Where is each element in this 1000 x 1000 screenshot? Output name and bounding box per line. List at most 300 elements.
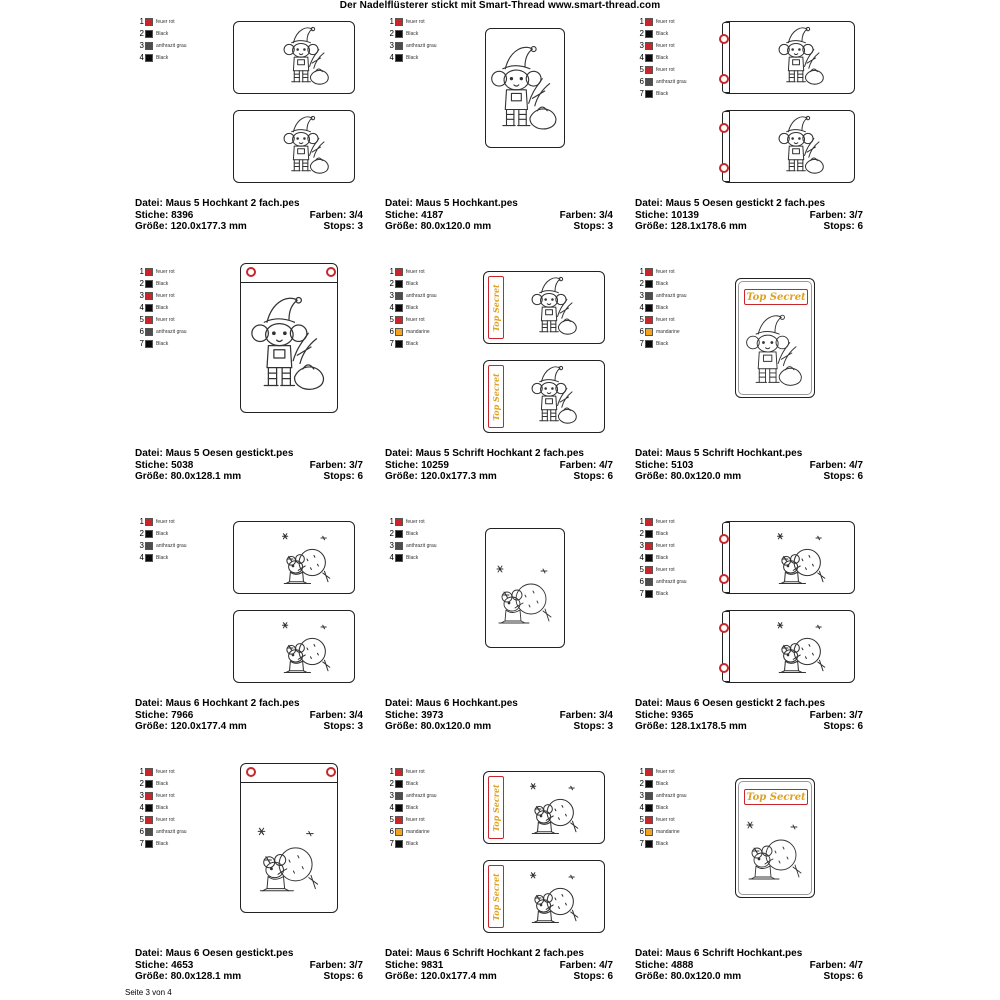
- legend-color-name: anthrazit grau: [656, 293, 687, 299]
- color-swatch: [645, 530, 653, 538]
- landscape-card: [483, 271, 605, 344]
- colors: [560, 960, 613, 972]
- color-legend: [135, 266, 187, 350]
- color-swatch: [145, 30, 153, 38]
- legend-row: [385, 790, 437, 802]
- legend-row: [635, 314, 687, 326]
- legend-row: [635, 790, 687, 802]
- legend-row: [385, 552, 437, 564]
- legend-number: 4: [139, 53, 144, 62]
- color-swatch: [395, 328, 403, 336]
- legend-row: [385, 40, 437, 52]
- stitches-value: 9831: [421, 959, 444, 971]
- legend-number: 7: [389, 339, 394, 348]
- eyelet-icon: [719, 123, 729, 133]
- eyelet-icon: [719, 534, 729, 544]
- info-row-file: [635, 448, 863, 460]
- color-swatch: [395, 840, 403, 848]
- color-swatch: [145, 280, 153, 288]
- info-row-size: [635, 721, 863, 733]
- design-cell: [375, 13, 625, 243]
- file-caption: Datei:: [385, 448, 413, 459]
- legend-row: [135, 540, 187, 552]
- legend-number: 2: [139, 529, 144, 538]
- legend-number: 7: [389, 839, 394, 848]
- top-secret-text: Top Secret: [746, 291, 806, 303]
- color-swatch: [145, 328, 153, 336]
- color-swatch: [145, 542, 153, 550]
- colors: [810, 460, 863, 472]
- portrait-card: [485, 528, 565, 648]
- legend-row: [385, 826, 437, 838]
- page-footer: Seite 3 von 4: [125, 988, 172, 997]
- design-cell: [625, 13, 875, 243]
- top-secret-text: Top Secret: [491, 783, 501, 832]
- legend-color-name: feuer rot: [656, 19, 675, 25]
- file-label: [135, 948, 293, 960]
- legend-number: 1: [389, 267, 394, 276]
- top-secret-text: Top Secret: [491, 372, 501, 421]
- legend-color-name: Black: [156, 805, 169, 811]
- stops-caption: Stops:: [573, 971, 605, 982]
- info-row-stitches: [385, 460, 613, 472]
- color-swatch: [395, 780, 403, 788]
- top-secret-label: [488, 776, 504, 839]
- legend-row: [135, 826, 187, 838]
- design-cell: [625, 263, 875, 493]
- legend-color-name: Black: [156, 341, 169, 347]
- color-swatch: [645, 18, 653, 26]
- size-caption: Größe:: [635, 971, 668, 982]
- colors-caption: Farben:: [559, 959, 597, 971]
- legend-color-name: feuer rot: [656, 67, 675, 73]
- legend-number: 6: [389, 827, 394, 836]
- color-swatch: [395, 280, 403, 288]
- legend-number: 3: [139, 41, 144, 50]
- landscape-card: [722, 110, 855, 183]
- design-info: [635, 948, 863, 983]
- size-value: 120.0x177.4 mm: [420, 971, 497, 982]
- file-name: Maus 6 Oesen gestickt 2 fach.pes: [665, 698, 826, 709]
- design-info: [635, 698, 863, 733]
- design-cell: [625, 763, 875, 993]
- legend-row: [135, 266, 187, 278]
- legend-color-name: Black: [656, 341, 669, 347]
- legend-row: [385, 516, 437, 528]
- size: [385, 971, 497, 983]
- info-row-file: [385, 698, 613, 710]
- legend-row: [135, 802, 187, 814]
- color-swatch: [395, 542, 403, 550]
- legend-number: 2: [389, 279, 394, 288]
- legend-number: 7: [639, 589, 644, 598]
- legend-number: 3: [389, 791, 394, 800]
- legend-color-name: mandarine: [406, 329, 430, 335]
- stops: [824, 221, 863, 233]
- legend-row: [385, 16, 437, 28]
- color-swatch: [645, 90, 653, 98]
- legend-color-name: Black: [406, 31, 419, 37]
- legend-number: 3: [639, 291, 644, 300]
- color-legend: [135, 766, 187, 850]
- legend-number: 6: [139, 827, 144, 836]
- design-info: [385, 198, 613, 233]
- legend-number: 2: [389, 529, 394, 538]
- colors: [810, 710, 863, 722]
- stops-value: 6: [857, 221, 863, 232]
- info-row-stitches: [635, 210, 863, 222]
- info-row-size: [385, 971, 613, 983]
- file-caption: Datei:: [135, 198, 163, 209]
- size-caption: Größe:: [385, 721, 418, 732]
- file-caption: Datei:: [635, 448, 663, 459]
- legend-number: 2: [639, 279, 644, 288]
- legend-number: 3: [139, 791, 144, 800]
- size-value: 128.1x178.5 mm: [670, 721, 747, 732]
- top-secret-label: [744, 289, 808, 305]
- top-secret-text: Top Secret: [491, 283, 501, 332]
- design-info: [135, 948, 363, 983]
- design-info: [135, 698, 363, 733]
- legend-number: 7: [639, 339, 644, 348]
- legend-number: 1: [389, 17, 394, 26]
- legend-number: 2: [389, 779, 394, 788]
- legend-color-name: Black: [406, 805, 419, 811]
- color-swatch: [145, 316, 153, 324]
- design-info: [135, 198, 363, 233]
- legend-row: [385, 290, 437, 302]
- legend-color-name: Black: [656, 781, 669, 787]
- color-swatch: [645, 590, 653, 598]
- info-row-size: [385, 471, 613, 483]
- eyelet-icon: [246, 267, 256, 277]
- color-swatch: [645, 816, 653, 824]
- info-row-file: [385, 948, 613, 960]
- size-caption: Größe:: [385, 471, 418, 482]
- stops-value: 6: [607, 471, 613, 482]
- legend-color-name: feuer rot: [156, 793, 175, 799]
- size-value: 80.0x128.1 mm: [170, 971, 242, 982]
- legend-color-name: anthrazit grau: [156, 43, 187, 49]
- legend-color-name: feuer rot: [156, 817, 175, 823]
- legend-row: [635, 552, 687, 564]
- stops-caption: Stops:: [573, 471, 605, 482]
- legend-color-name: anthrazit grau: [656, 79, 687, 85]
- stops-value: 3: [607, 221, 613, 232]
- legend-color-name: feuer rot: [156, 293, 175, 299]
- legend-row: [635, 76, 687, 88]
- legend-color-name: feuer rot: [656, 817, 675, 823]
- stops-value: 6: [607, 971, 613, 982]
- color-swatch: [645, 78, 653, 86]
- info-row-size: [135, 721, 363, 733]
- color-swatch: [645, 268, 653, 276]
- colors: [810, 210, 863, 222]
- stops-value: 6: [857, 721, 863, 732]
- color-swatch: [145, 304, 153, 312]
- info-row-stitches: [385, 960, 613, 972]
- size-caption: Größe:: [135, 971, 168, 982]
- color-swatch: [645, 554, 653, 562]
- stops-value: 3: [357, 221, 363, 232]
- info-row-stitches: [635, 710, 863, 722]
- design-cell: [625, 513, 875, 743]
- legend-row: [135, 290, 187, 302]
- color-legend: [135, 16, 187, 64]
- colors: [310, 960, 363, 972]
- stitches-caption: Stiche:: [635, 209, 669, 221]
- legend-number: 7: [139, 839, 144, 848]
- legend-color-name: anthrazit grau: [156, 829, 187, 835]
- legend-row: [135, 814, 187, 826]
- colors-caption: Farben:: [309, 459, 347, 471]
- file-label: [635, 948, 802, 960]
- eyelet-icon: [719, 574, 729, 584]
- color-swatch: [145, 518, 153, 526]
- color-legend: [385, 16, 437, 64]
- legend-color-name: Black: [656, 805, 669, 811]
- legend-color-name: Black: [406, 555, 419, 561]
- color-swatch: [645, 66, 653, 74]
- legend-row: [635, 766, 687, 778]
- legend-row: [135, 790, 187, 802]
- color-swatch: [645, 780, 653, 788]
- info-row-file: [635, 948, 863, 960]
- colors-caption: Farben:: [809, 959, 847, 971]
- file-label: [635, 198, 825, 210]
- stops: [324, 721, 363, 733]
- stitches: [385, 960, 443, 972]
- size-caption: Größe:: [385, 221, 418, 232]
- colors-value: 3/7: [849, 709, 863, 721]
- color-swatch: [145, 554, 153, 562]
- stitches-value: 10139: [671, 209, 699, 221]
- stops-value: 6: [857, 971, 863, 982]
- eyelet-icon: [719, 163, 729, 173]
- size-value: 120.0x177.4 mm: [170, 721, 247, 732]
- legend-color-name: Black: [656, 281, 669, 287]
- legend-row: [385, 302, 437, 314]
- info-row-size: [635, 971, 863, 983]
- stitches-caption: Stiche:: [385, 959, 419, 971]
- file-name: Maus 5 Oesen gestickt 2 fach.pes: [665, 198, 826, 209]
- legend-number: 3: [139, 541, 144, 550]
- legend-number: 5: [139, 815, 144, 824]
- color-swatch: [145, 816, 153, 824]
- size: [385, 721, 491, 733]
- color-swatch: [395, 816, 403, 824]
- colors-value: 4/7: [599, 459, 613, 471]
- legend-color-name: feuer rot: [156, 19, 175, 25]
- color-swatch: [645, 828, 653, 836]
- color-swatch: [395, 30, 403, 38]
- legend-number: 1: [639, 267, 644, 276]
- file-name: Maus 6 Schrift Hochkant 2 fach.pes: [415, 948, 584, 959]
- legend-number: 5: [389, 315, 394, 324]
- legend-row: [385, 52, 437, 64]
- legend-row: [635, 778, 687, 790]
- legend-row: [635, 516, 687, 528]
- legend-row: [385, 540, 437, 552]
- colors-value: 4/7: [849, 459, 863, 471]
- info-row-stitches: [385, 710, 613, 722]
- stops: [574, 721, 613, 733]
- legend-row: [385, 528, 437, 540]
- legend-number: 2: [389, 29, 394, 38]
- eyelet-icon: [719, 663, 729, 673]
- legend-row: [635, 88, 687, 100]
- legend-row: [385, 338, 437, 350]
- stops-caption: Stops:: [323, 471, 355, 482]
- color-swatch: [645, 518, 653, 526]
- legend-number: 1: [639, 517, 644, 526]
- stitches-caption: Stiche:: [385, 709, 419, 721]
- info-row-stitches: [135, 210, 363, 222]
- info-row-size: [135, 221, 363, 233]
- legend-number: 2: [639, 529, 644, 538]
- color-swatch: [145, 840, 153, 848]
- size-value: 80.0x120.0 mm: [670, 971, 742, 982]
- colors-value: 3/4: [599, 209, 613, 221]
- file-label: [135, 448, 293, 460]
- color-swatch: [645, 54, 653, 62]
- design-cell: [375, 513, 625, 743]
- colors: [560, 210, 613, 222]
- top-secret-label: [488, 276, 504, 339]
- legend-number: 5: [639, 815, 644, 824]
- legend-row: [635, 826, 687, 838]
- stops-caption: Stops:: [823, 971, 855, 982]
- legend-number: 6: [389, 327, 394, 336]
- legend-row: [385, 802, 437, 814]
- legend-number: 3: [389, 291, 394, 300]
- legend-row: [635, 40, 687, 52]
- legend-color-name: Black: [406, 531, 419, 537]
- legend-color-name: feuer rot: [406, 769, 425, 775]
- landscape-card: [722, 610, 855, 683]
- legend-row: [385, 778, 437, 790]
- stitches: [635, 710, 693, 722]
- tab-fold-line: [241, 782, 337, 783]
- stops-value: 6: [357, 471, 363, 482]
- color-swatch: [395, 518, 403, 526]
- legend-number: 1: [639, 17, 644, 26]
- info-row-file: [385, 198, 613, 210]
- stops-value: 3: [357, 721, 363, 732]
- color-swatch: [145, 18, 153, 26]
- color-swatch: [145, 42, 153, 50]
- colors: [310, 710, 363, 722]
- legend-number: 7: [139, 339, 144, 348]
- stops-value: 6: [357, 971, 363, 982]
- colors-value: 3/4: [349, 209, 363, 221]
- info-row-file: [635, 698, 863, 710]
- info-row-stitches: [385, 210, 613, 222]
- legend-color-name: feuer rot: [656, 519, 675, 525]
- legend-row: [135, 778, 187, 790]
- color-swatch: [395, 804, 403, 812]
- file-name: Maus 6 Oesen gestickt.pes: [165, 948, 294, 959]
- stitches: [635, 460, 693, 472]
- file-caption: Datei:: [635, 948, 663, 959]
- design-info: [385, 948, 613, 983]
- color-swatch: [145, 340, 153, 348]
- colors-caption: Farben:: [309, 959, 347, 971]
- design-cell: [125, 763, 375, 993]
- size-caption: Größe:: [635, 721, 668, 732]
- legend-color-name: anthrazit grau: [406, 543, 437, 549]
- stitches-value: 7966: [171, 709, 194, 721]
- legend-color-name: feuer rot: [656, 567, 675, 573]
- legend-row: [385, 266, 437, 278]
- color-swatch: [395, 316, 403, 324]
- legend-color-name: anthrazit grau: [656, 793, 687, 799]
- stitches: [635, 960, 693, 972]
- legend-row: [385, 28, 437, 40]
- legend-row: [135, 516, 187, 528]
- size-value: 120.0x177.3 mm: [420, 471, 497, 482]
- legend-number: 4: [639, 553, 644, 562]
- legend-color-name: feuer rot: [406, 269, 425, 275]
- colors-caption: Farben:: [559, 209, 597, 221]
- colors-value: 3/7: [349, 459, 363, 471]
- stitches: [135, 460, 193, 472]
- legend-number: 5: [639, 315, 644, 324]
- colors-value: 3/4: [599, 709, 613, 721]
- portrait-card: [485, 28, 565, 148]
- size: [635, 971, 741, 983]
- info-row-size: [635, 221, 863, 233]
- legend-number: 1: [139, 267, 144, 276]
- legend-row: [135, 766, 187, 778]
- colors: [560, 710, 613, 722]
- stops-caption: Stops:: [823, 721, 855, 732]
- info-row-file: [135, 698, 363, 710]
- legend-color-name: anthrazit grau: [406, 43, 437, 49]
- info-row-size: [135, 971, 363, 983]
- color-swatch: [145, 268, 153, 276]
- color-legend: [135, 516, 187, 564]
- top-secret-text: Top Secret: [491, 872, 501, 921]
- size: [135, 471, 241, 483]
- file-caption: Datei:: [135, 698, 163, 709]
- legend-color-name: Black: [656, 305, 669, 311]
- size-value: 80.0x120.0 mm: [420, 721, 492, 732]
- file-caption: Datei:: [635, 698, 663, 709]
- landscape-card: [483, 860, 605, 933]
- colors-value: 4/7: [599, 959, 613, 971]
- file-name: Maus 5 Hochkant 2 fach.pes: [165, 198, 300, 209]
- legend-number: 6: [639, 577, 644, 586]
- stops: [574, 471, 613, 483]
- info-row-stitches: [135, 460, 363, 472]
- color-swatch: [395, 340, 403, 348]
- size-value: 80.0x128.1 mm: [170, 471, 242, 482]
- stops-caption: Stops:: [573, 721, 605, 732]
- file-caption: Datei:: [135, 948, 163, 959]
- legend-number: 4: [639, 803, 644, 812]
- legend-number: 4: [139, 553, 144, 562]
- legend-row: [635, 588, 687, 600]
- stops-caption: Stops:: [823, 471, 855, 482]
- size: [635, 721, 747, 733]
- legend-number: 1: [389, 767, 394, 776]
- stitches-caption: Stiche:: [385, 209, 419, 221]
- legend-color-name: mandarine: [656, 329, 680, 335]
- design-cell: [125, 263, 375, 493]
- legend-number: 4: [389, 53, 394, 62]
- legend-row: [135, 552, 187, 564]
